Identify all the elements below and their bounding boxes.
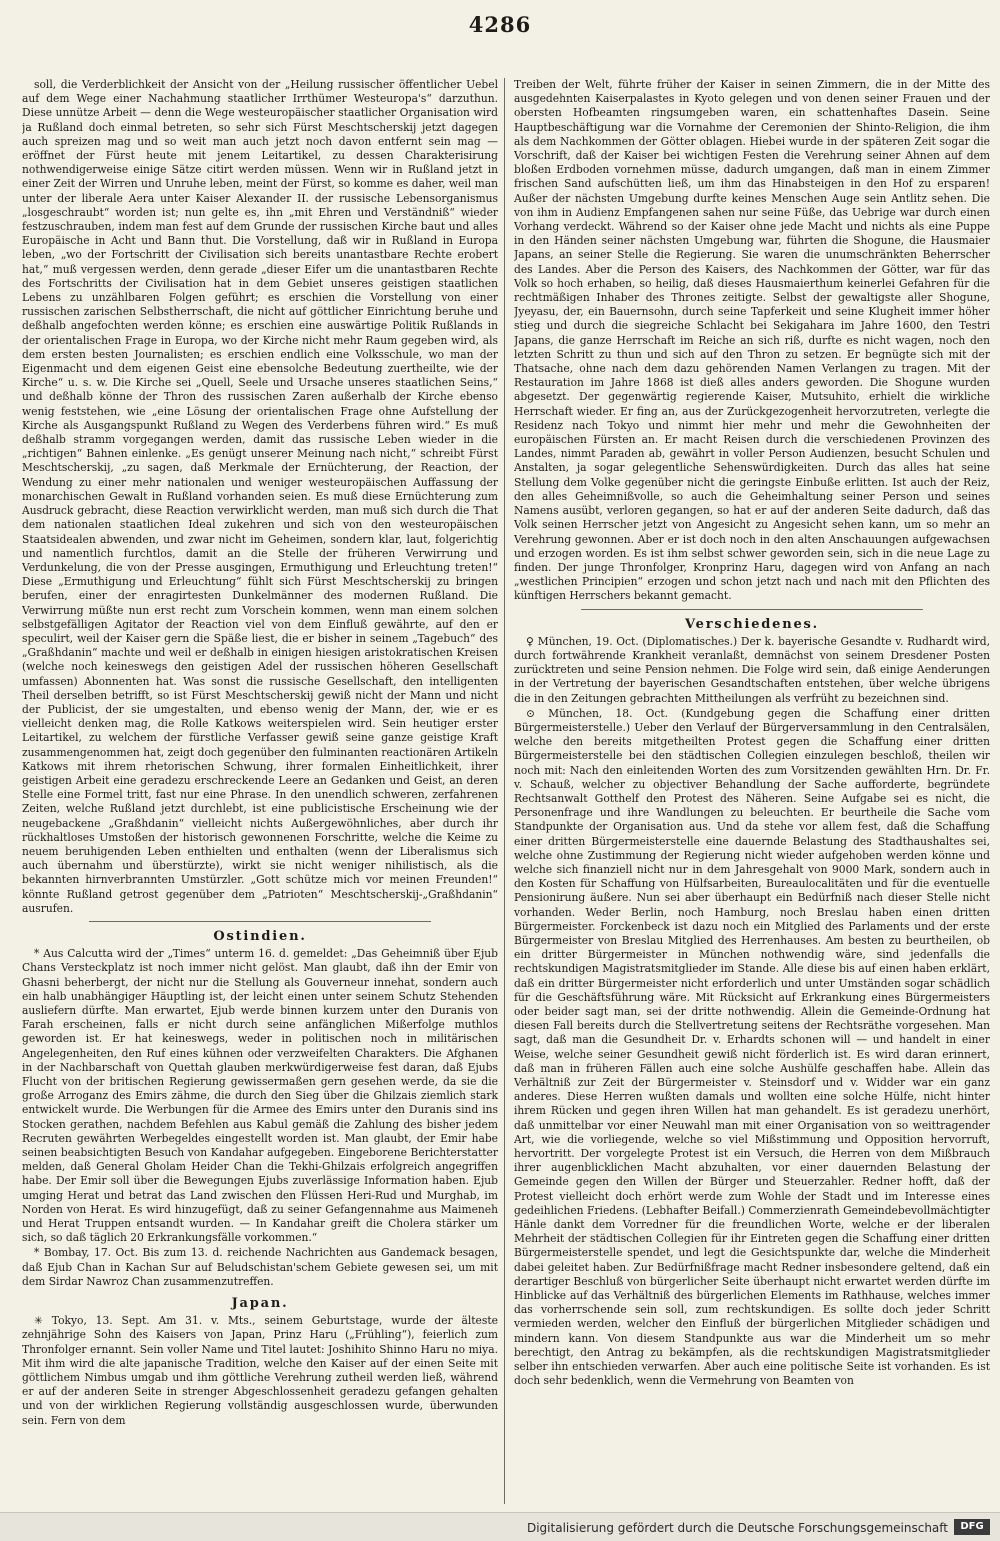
article-muenchen-buergermeister: ⊙ München, 18. Oct. (Kundgebung gegen die Schaffung einer dritten Bürgermeisterstelle.) Ueber den Verlauf der Bürgerversammlung in den Centralsälen, welche den bereits mitgetheilten Protest gegen die Schaffung einer dritten Bürgermeisterstelle bei den städtischen Collegien einzulegen beschloß, theilen wir noch mit: Nach den einleitenden Worten des zum Vorsitzenden gewählten Hrn. Dr. Fr. v. Schauß, welcher zu objectiver Behandlung der Sache aufforderte, begründete Rechtsanwalt Gotthelf den Protest des Näheren. Seine Aufgabe sei es nicht, die Personenfrage und ihre Wandlungen zu beleuchten. Er beurtheile die Sache vom Standpunkte der Organisation aus. Und da stehe vor allem fest, daß die Schaffung einer dritten Bürgermeisterstelle eine dauernde Belastung des Stadthaushaltes sei, welche ohne Zustimmung der Regierung nicht wieder aufgehoben werden könne und welche sich finanziell nicht nur in dem Jahresgehalt von 9000 Mark, sondern auch in den Kosten für Schaffung von Hülfsarbeiten, Bureaulocalitäten und für die eventuelle Pensionirung äußere. Nun sei aber überhaupt ein Bedürfniß nach dieser Stelle nicht vorhanden. Weder Berlin, noch Hamburg, noch Breslau haben einen dritten Bürgermeister. Forckenbeck ist dazu noch ein Mitglied des Parlaments und der erste Bürgermeister von Breslau Mitglied des Herrenhauses. Am besten zu beurtheilen, ob ein dritter Bürgermeister in München nothwendig wäre, sind jedenfalls die rechtskundigen Magistratsmitglieder im Stande. Alle diese bis auf einen haben erklärt, daß ein dritter Bürgermeister nicht erforderlich und unter Umständen sogar schädlich für die Geschäftsführung wäre. Mit Rücksicht auf Erkrankung eines Bürgermeisters oder beider sagt man, sei der dritte nothwendig. Allein die Gemeinde-Ordnung hat diesen Fall bereits durch die Stellvertretung seitens der Rechtsräthe vorgesehen. Man sagt, daß man die Gesundheit Dr. v. Erhardts schonen will — und handelt in einer Weise, welche seiner Gesundheit gewiß nicht förderlich ist. Es wird daran erinnert, daß man in früheren Fällen auch eine solche Aushülfe geschaffen habe. Allein das Verhältniß zur Zeit der Bürgermeister v. Steinsdorf und v. Widder war ein ganz anderes. Diese Herren wußten damals und wollten eine solche Hülfe, nicht hinter ihrem Rücken und gegen ihren Willen hat man gehandelt. Es ist geradezu unerhört, daß unmittelbar vor einer Neuwahl man mit einer Organisation von so weittragender Art, wie die vorliegende, welche so viel Mißstimmung und Opposition hervorruft, hervortritt. Der vorgelegte Protest ist ein Versuch, die Herren von dem Mißbrauch ihrer augenblicklichen Macht abzuhalten, vor einer dauernden Belastung der Gemeinde gegen den Willen der Bürger und Steuerzahler. Redner hofft, daß der Protest vielleicht doch erhört werde zum Wohle der Stadt und im Interesse eines gedeihlichen Friedens. (Lebhafter Beifall.) Commerzienrath Gemeindebevollmächtigter Hänle dankt dem Vorredner für die freundlichen Worte, welche er der liberalen Mehrheit der städtischen Collegien für ihr Eintreten gegen die Schaffung einer dritten Bürgermeisterstelle spendet, und legt die Gesichtspunkte dar, welche die Minderheit dabei geleitet haben. Zur Bedürfnißfrage macht Redner insbesondere geltend, daß ein derartiger Beschluß von bürgerlicher Seite überhaupt nicht erwartet werden dürfte im Hinblicke auf das Verhältniß des bürgerlichen Elements im Rathhause, welches immer das vorherrschende sein soll, zum rechtskundigen. Es sollte doch jeder Schritt vermieden werden, welcher den Einfluß der bürgerlichen Mitglieder schädigen und mindern kann. Von diesem Standpunkte aus war die Minderheit um so mehr berechtigt, den Antrag zu bekämpfen, als die rechtskundigen Magistratsmitglieder selber ihn entschieden verwarfen. Aber auch eine politische Seite ist vorhanden. Es ist doch sehr bedenklich, wenn die Vermehrung von Beamten von	[514, 706, 990, 1388]
article-tokyo: ✳ Tokyo, 13. Sept. Am 31. v. Mts., seinem Geburtstage, wurde der älteste zehnjährige Sohn des Kaisers von Japan, Prinz Haru („Frühling“), feierlich zum Thronfolger ernannt. Sein voller Name und Titel lautet: Joshihito Shinno Haru no miya. Mit ihm wird die alte japanische Tradition, welche den Kaiser auf der einen Seite mit göttlichem Nimbus umgab und ihm göttliche Verehrung zutheil werden ließ, während er auf der anderen Seite in strenger Abgeschlossenheit geradezu gefangen gehalten und von der wirklichen Regierung vollständig ausgeschlossen wurde, überwunden sein. Fern von dem	[22, 1314, 498, 1427]
article-bombay: * Bombay, 17. Oct. Bis zum 13. d. reichende Nachrichten aus Gandemack besagen, daß Ejub Chan in Kachan Sur auf Beludschistan'schem Gebiete gewesen sei, um mit dem Sirdar Nawroz Chan zusammenzutreffen.	[22, 1246, 498, 1288]
article-muenchen-diplomatisches: ♀ München, 19. Oct. (Diplomatisches.) Der k. bayerische Gesandte v. Rudhardt wird, durch fortwährende Krankheit veranlaßt, demnächst von seinem Dresdener Posten zurücktreten und seine Pension nehmen. Die Folge wird sein, daß einige Aenderungen in der Vertretung der bayerischen Gesandtschaften entstehen, über welche übrigens die in den Zeitungen gebrachten Mittheilungen als verfrüht zu bezeichnen sind.	[514, 634, 990, 705]
footer-credit: Digitalisierung gefördert durch die Deutsche Forschungsgemeinschaft	[526, 1521, 948, 1535]
article-japan-continued: Treiben der Welt, führte früher der Kaiser in seinen Zimmern, die in der Mitte des ausgedehnten Kaiserpalastes in Kyoto gelegen und von denen seiner Frauen und der obersten Hofbeamten ringsumgeben waren, ein schattenhaftes Dasein. Seine Hauptbeschäftigung war die Vornahme der Ceremonien der Shinto-Religion, die ihm als dem Nachkommen der Götter oblagen. Hiebei wurde in der späteren Zeit sogar die Vorschrift, daß der Kaiser bei wichtigen Festen die Verehrung seiner Ahnen auf dem bloßen Erdboden vornehmen müsse, dadurch umgangen, daß man in einem Zimmer frischen Sand aufschütten ließ, um ihm das Hinabsteigen in den Hof zu ersparen! Außer der nächsten Umgebung durfte keines Menschen Auge sein Antlitz sehen. Die von ihm in Audienz Empfangenen sahen nur seine Füße, das Uebrige war durch einen Vorhang verdeckt. Während so der Kaiser ohne jede Macht und nichts als eine Puppe in den Händen seiner nächsten Umgebung war, führten die Shogune, die Hausmaier Japans, an seiner Stelle die Regierung. Sie waren die unumschränkten Beherrscher des Landes. Aber die Person des Kaisers, des Nachkommen der Götter, war für das Volk so hoch erhaben, so heilig, daß dieses Hausmaierthum keinerlei Gefahren für die rechtmäßigen Inhaber des Thrones zeitigte. Selbst der gewaltigste aller Shogune, Jyeyasu, der, ein Bauernsohn, durch seine Tapferkeit und seine Klugheit immer höher stieg und durch die siegreiche Schlacht bei Sekigahara im Jahre 1600, den Testri Japans, die ganze Herrschaft im Reiche an sich riß, durfte es nicht wagen, noch den letzten Schritt zu thun und sich auf den Thron zu setzen. Er begnügte sich mit der Thatsache, ohne nach dem dazu gehörenden Namen Verlangen zu tragen. Mit der Restauration im Jahre 1868 ist dieß alles anders geworden. Die Shogune wurden abgesetzt. Der gegenwärtig regierende Kaiser, Mutsuhito, erhielt die wirkliche Herrschaft wieder. Er fing an, aus der Zurückgezogenheit hervorzutreten, verlegte die Residenz nach Tokyo und nimmt hier mehr und mehr die Gewohnheiten der europäischen Fürsten an. Er macht Reisen durch die verschiedenen Provinzen des Landes, nimmt Paraden ab, gewährt in voller Person Audienzen, besucht Schulen und Anstalten, ja sogar gelegentliche Sehenswürdigkeiten. Durch das alles hat seine Stellung dem Volke gegenüber nicht die geringste Einbuße erlitten. Ist auch der Reiz, den alles Geheimnißvolle, so auch die Geheimhaltung seiner Person und seines Namens ausübt, verloren gegangen, so hat er auf der anderen Seite dadurch, daß das Volk seinen Herrscher jetzt von Angesicht zu Angesicht sehen kann, um so mehr an Verehrung gewonnen. Aber er ist doch noch in den alten Anschauungen aufgewachsen und erzogen worden. Es ist ihm selbst schwer geworden sein, sich in die neue Lage zu finden. Der junge Thronfolger, Kronprinz Haru, dagegen wird von Anfang an nach „westlichen Principien“ erzogen und schon jetzt nach und nach mit den Pflichten des künftigen Herrschers bekannt gemacht.	[514, 78, 990, 603]
section-heading-ostindien: Ostindien.	[213, 928, 307, 944]
section-rule	[89, 921, 432, 922]
column-divider	[504, 78, 505, 1504]
left-column	[22, 78, 498, 1504]
article-russland: soll, die Verderblichkeit der Ansicht von der „Heilung russischer öffentlicher Uebel auf dem Wege einer Nachahmung staatlicher Irrthümer Westeuropa's“ darzuthun. Diese unnütze Arbeit — denn die Wege westeuropäischer staatlicher Organisation wird ja Rußland doch einmal betreten, so sehr sich Fürst Meschtscherskij jetzt dagegen auch spreizen mag und so weit man auch jetzt noch davon entfernt sein mag — eröffnet der Fürst heute mit jenem Leitartikel, zu dessen Charakterisirung nothwendigerweise einige Sätze citirt werden müssen. Wenn wir in Rußland jetzt in einer Zeit der Wirren und Unruhe leben, meint der Fürst, so komme es daher, weil man unter der liberale Aera unter Kaiser Alexander II. der russische Lebensorganismus „losgeschraubt“ worden ist; nun gelte es, ihn „mit Ehren und Verständniß“ wieder festzuschrauben, indem man fest auf dem Grunde der russischen Kirche baut und alles Europäische in Acht und Bann thut. Die Vorstellung, daß wir in Rußland in Europa leben, „wo der Fortschritt der Civilisation sich bereits unantastbare Rechte erobert hat,“ muß vergessen werden, denn gerade „dieser Eifer um die unantastbaren Rechte des Fortschritts der Civilisation hat in dem Gebiet unseres geistigen staatlichen Lebens zu unzählbaren Folgen geführt; es erschien die Vorstellung von einer russischen zarischen Selbstherrschaft, die nicht auf göttlicher Einrichtung beruhe und deßhalb angefochten werden könne; es erschien eine auswärtige Politik Rußlands in der orientalischen Frage in Europa, wo der Kirche nicht mehr Raum gegeben wird, als dem ersten besten Journalisten; es erschien endlich eine Volksschule, wo man der Eigenmacht und dem eigenen Geist eine ebensolche Bedeutung zuertheilte, wie der Kirche“ u. s. w. Die Kirche sei „Quell, Seele und Ursache unseres staatlichen Seins,“ und deßhalb könne der Thron des russischen Zaren außerhalb der Kirche ebenso wenig feststehen, wie „eine Lösung der orientalischen Frage ohne Aufstellung der Kirche als Ausgangspunkt Rußland zu Wegen des Verderbens führen wird.“ Es muß deßhalb stramm vorgegangen werden, damit das russische Leben wieder in die „richtigen“ Bahnen einlenke. „Es genügt unserer Meinung nach nicht,“ schreibt Fürst Meschtscherskij, „zu sagen, daß Merkmale der Ernüchterung, der Reaction, der Wendung zu einer mehr nationalen und weniger westeuropäischen Auffassung der monarchischen Gewalt in Rußland vorhanden seien. Es muß diese Ernüchterung zum Ausdruck gebracht, diese Reaction verwirklicht werden, man muß sich durch die That dem nationalen staatlichen Ideal zukehren und sich von den westeuropäischen Staatsidealen abwenden, und zwar nicht im Geheimen, sondern klar, laut, folgerichtig und namentlich furchtlos, damit an die Stelle der früheren Verwirrung und Verdunkelung, die von der Presse ausgingen, Ermuthigung und Erleuchtung treten!“ Diese „Ermuthigung und Erleuchtung“ fühlt sich Fürst Meschtscherskij zu bringen berufen, einer der enragirtesten Dunkelmänner des modernen Rußland. Die Verwirrung müßte nun erst recht zum Vorschein kommen, wenn man einem solchen selbstgefälligen Agitator der Reaction viel von dem Einfluß gewährte, auf den er speculirt, weil der Kaiser gern die Späße liest, die er bisher in seinem „Tagebuch“ des „Graßhdanin“ machte und weil er deßhalb in einigen hiesigen aristokratischen Kreisen (welche noch keineswegs den geistigen Adel der russischen höheren Gesellschaft umfassen) Abonnenten hat. Was sonst die russische Gesellschaft, den intelligenten Theil derselben betrifft, so ist Fürst Meschtscherskij gewiß nicht der Mann und nicht der Publicist, der sie umgestalten, und ebenso wenig der Mann, der, wie er es vielleicht denken mag, die Rolle Katkows weiterspielen wird. Sein heutiger erster Leitartikel, zu welchem der fürstliche Verfasser gewiß seine ganze geistige Kraft zusammengenommen hat, zeigt doch gegenüber den fulminanten reactionären Artikeln Katkows mit ihrem rhetorischen Schwung, ihrer formalen Einheitlichkeit, ihrer geistigen Arbeit eine geradezu erschreckende Leere an Gedanken und Geist, an deren Stelle eine Formel tritt, fast nur eine Phrase. In den unendlich schweren, zerfahrenen Zeiten, welche Rußland jetzt durchlebt, ist eine publicistische Erscheinung wie der neugebackene „Graßhdanin“ vielleicht nichts Außergewöhnliches, aber durch ihr rückhaltloses Umstoßen der historisch gewonnenen Forschritte, welche die Keime zu neuem beruhigenden Leben enthielten und enthalten (wenn der Liberalismus sich auch übernahm und überstürzte), wirkt sie nicht weniger nihilistisch, als die bekannten hirnverbrannten Umstürzler. „Gott schütze mich vor meinen Freunden!“ könnte Rußland getrost gegenüber dem „Patrioten“ Meschtscherskij-„Graßhdanin“ ausrufen.	[22, 78, 498, 915]
dfg-logo: DFG	[954, 1519, 990, 1535]
section-heading-japan: Japan.	[231, 1296, 289, 1312]
section-heading-verschiedenes: Verschiedenes.	[684, 616, 820, 632]
footer-bar	[0, 1512, 1000, 1541]
article-calcutta: * Aus Calcutta wird der „Times“ unterm 16. d. gemeldet: „Das Geheimniß über Ejub Chans Versteckplatz ist noch immer nicht gelöst. Man glaubt, daß ihn der Emir von Ghasni beherbergt, der nicht nur die Stellung als Gouverneur innehat, sondern auch ein halb unabhängiger Häuptling ist, der leicht einen unter seinem Schutz Stehenden ausliefern dürfte. Man erwartet, Ejub werde binnen kurzem unter den Duranis von Farah erscheinen, falls er nicht durch seine anfänglichen Mißerfolge muthlos geworden ist. Er hat keineswegs, weder in politischen noch in militärischen Angelegenheiten, den Ruf eines kühnen oder verzweifelten Charakters. Die Afghanen in der Nachbarschaft von Quettah glauben merkwürdigerweise fest daran, daß Ejubs Flucht von der britischen Regierung gewissermaßen gern gesehen werde, da sie die große Arroganz des Emirs zähme, die durch den Sieg über die Ghilzais ziemlich stark entwickelt wurde. Die Werbungen für die Armee des Emirs unter den Duranis sind ins Stocken gerathen, nachdem Befehlen aus Kabul gemäß die Zahlung des bisher jedem Recruten gewährten Werbegeldes eingestellt worden ist. Man glaubt, der Emir habe seinen beabsichtigten Besuch von Kandahar aufgegeben. Eingeborene Berichterstatter melden, daß General Gholam Heider Chan die Tekhi-Ghilzais erfolgreich angegriffen habe. Der Emir soll über die Bewegungen Ejubs zuverlässige Information haben. Ejub umging Herat und betrat das Land zwischen den Flüssen Heri-Rud und Murghab, im Norden von Herat. Es wird hinzugefügt, daß zu seiner Gefangennahme aus Maimeneh und Herat Truppen entsandt wurden. — In Kandahar greift die Cholera stärker um sich, so daß täglich 20 Erkrankungsfälle vorkommen.“	[22, 947, 498, 1245]
section-rule	[581, 609, 924, 610]
right-column	[514, 78, 990, 1504]
page-number: 4286	[468, 12, 532, 37]
